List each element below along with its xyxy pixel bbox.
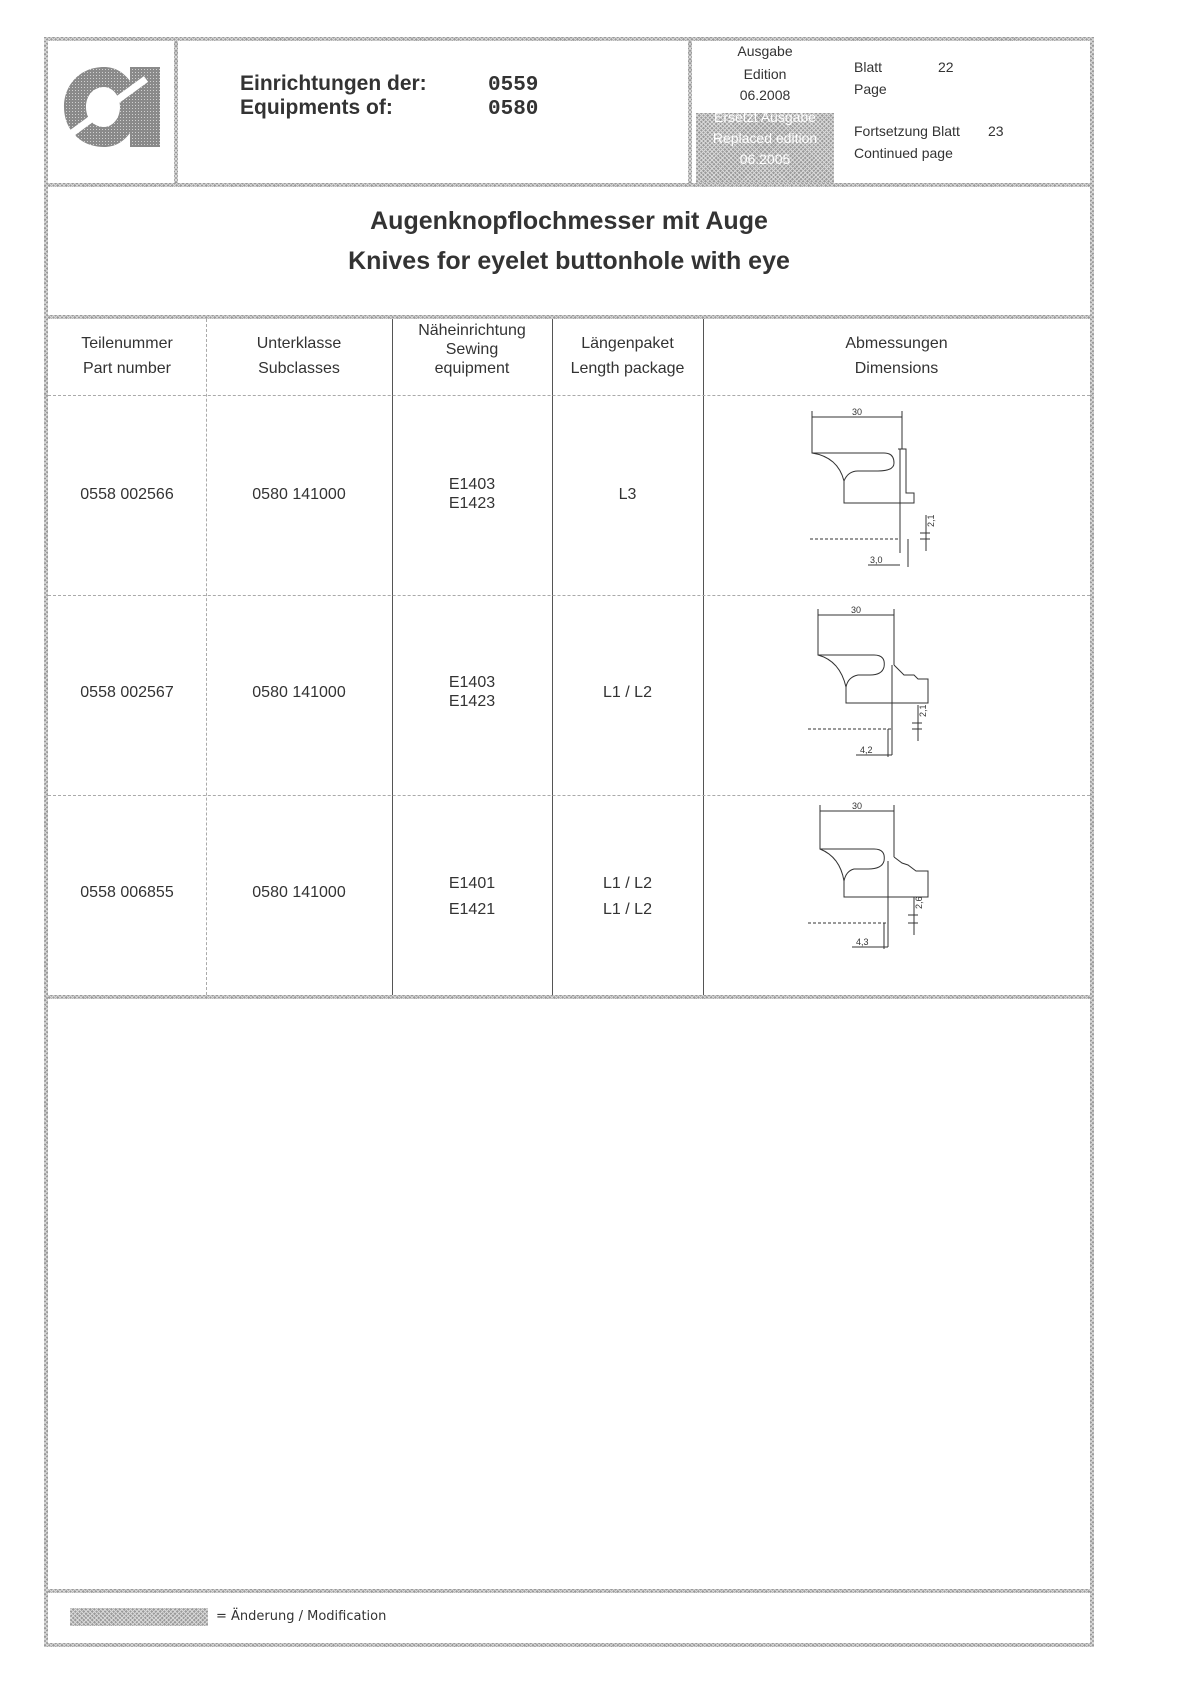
column-header-length-de: Längenpaket <box>581 335 674 352</box>
row-line-2 <box>48 595 1090 596</box>
row-1-width-label: 30 <box>851 407 863 417</box>
row-3-part-number: 0558 006855 <box>80 884 174 901</box>
column-header-equipment-de: Näheinrichtung <box>418 322 526 339</box>
column-header-subclass-en: Subclasses <box>258 360 340 377</box>
separator-table <box>48 995 1090 999</box>
replaced-label-en: Replaced edition <box>712 130 818 146</box>
row-2-subclass: 0580 141000 <box>252 684 346 701</box>
row-3-length-package <box>552 871 703 923</box>
row-3-height-label: 2,6 <box>914 896 924 909</box>
row-2-depth-label: 4,2 <box>860 745 873 755</box>
row-2-equipment-2: E1423 <box>448 693 496 710</box>
header-divider-1 <box>174 41 178 183</box>
header-title-en: Equipments of: <box>240 96 393 119</box>
page-inner <box>48 41 1090 1643</box>
row-2-equipment-1: E1403 <box>448 674 496 691</box>
column-header-length <box>552 331 703 381</box>
replaced-date: 06.2005 <box>739 151 791 167</box>
replaced-label-de: Ersetzt Ausgabe <box>714 109 816 125</box>
separator-header <box>48 183 1090 187</box>
continued-number: 23 <box>988 123 1004 139</box>
row-line-1 <box>48 395 1090 396</box>
header-title-de: Einrichtungen der: <box>240 72 427 95</box>
row-1-subclass: 0580 141000 <box>252 486 346 503</box>
separator-footer <box>48 1589 1090 1593</box>
column-header-length-en: Length package <box>570 360 685 377</box>
row-2-equipment <box>392 673 552 711</box>
edition-date: 06.2008 <box>739 87 791 103</box>
row-3-knife-drawing <box>808 801 1008 981</box>
row-2-length-package: L1 / L2 <box>603 684 652 701</box>
column-header-equipment-en: Sewing equipment <box>434 341 510 377</box>
row-1-equipment-1: E1403 <box>448 476 496 493</box>
row-2-part-number: 0558 002567 <box>80 684 174 701</box>
row-3-length-package-2: L1 / L2 <box>603 901 652 918</box>
row-3-equipment-2: E1421 <box>448 901 496 918</box>
section-title-de: Augenknopflochmesser mit Auge <box>370 207 768 235</box>
modification-legend: = Änderung / Modification <box>216 1609 387 1624</box>
section-title-en: Knives for eyelet buttonhole with eye <box>348 247 790 275</box>
edition-label-de: Ausgabe <box>737 43 793 59</box>
column-header-subclass-de: Unterklasse <box>256 335 342 352</box>
edition-label-en: Edition <box>743 66 787 82</box>
continued-label-en: Continued page <box>854 145 953 161</box>
row-3-width-label: 30 <box>851 801 863 811</box>
page-frame <box>44 37 1094 1647</box>
sheet-label-en: Page <box>854 81 887 97</box>
row-line-3 <box>48 795 1090 796</box>
column-header-part-en: Part number <box>82 360 172 377</box>
column-header-dimensions-de: Abmessungen <box>845 335 948 352</box>
header-model-2: 0580 <box>488 98 539 121</box>
row-3-equipment <box>392 871 552 923</box>
row-1-equipment-2: E1423 <box>448 495 496 512</box>
row-1-depth-label: 3,0 <box>870 555 883 565</box>
column-header-dimensions-en: Dimensions <box>854 360 939 377</box>
column-line-4 <box>703 319 704 995</box>
column-header-subclass <box>206 331 392 381</box>
row-1-part-number: 0558 002566 <box>80 486 174 503</box>
column-header-equipment <box>392 321 552 378</box>
row-2-height-label: 2,1 <box>918 704 928 717</box>
header-divider-2 <box>688 41 692 183</box>
modification-swatch <box>70 1608 208 1626</box>
separator-title <box>48 315 1090 319</box>
row-1-height-label: 2,1 <box>926 514 936 527</box>
column-header-part <box>48 331 206 381</box>
header-model-1: 0559 <box>488 74 539 97</box>
row-2-knife-drawing <box>808 605 1008 785</box>
row-1-equipment <box>392 475 552 513</box>
column-header-dimensions <box>703 331 1090 381</box>
row-1-knife-drawing <box>808 405 1008 585</box>
row-3-subclass: 0580 141000 <box>252 884 346 901</box>
continued-label-de: Fortsetzung Blatt <box>854 123 960 139</box>
row-3-depth-label: 4,3 <box>856 937 869 947</box>
row-3-equipment-1: E1401 <box>448 875 496 892</box>
column-header-part-de: Teilenummer <box>81 335 173 352</box>
row-2-width-label: 30 <box>850 605 862 615</box>
duerkopp-adler-logo-icon <box>60 63 166 153</box>
row-1-length-package: L3 <box>618 486 637 503</box>
sheet-label-de: Blatt <box>854 59 883 75</box>
sheet-number: 22 <box>938 59 954 75</box>
row-3-length-package-1: L1 / L2 <box>603 875 652 892</box>
